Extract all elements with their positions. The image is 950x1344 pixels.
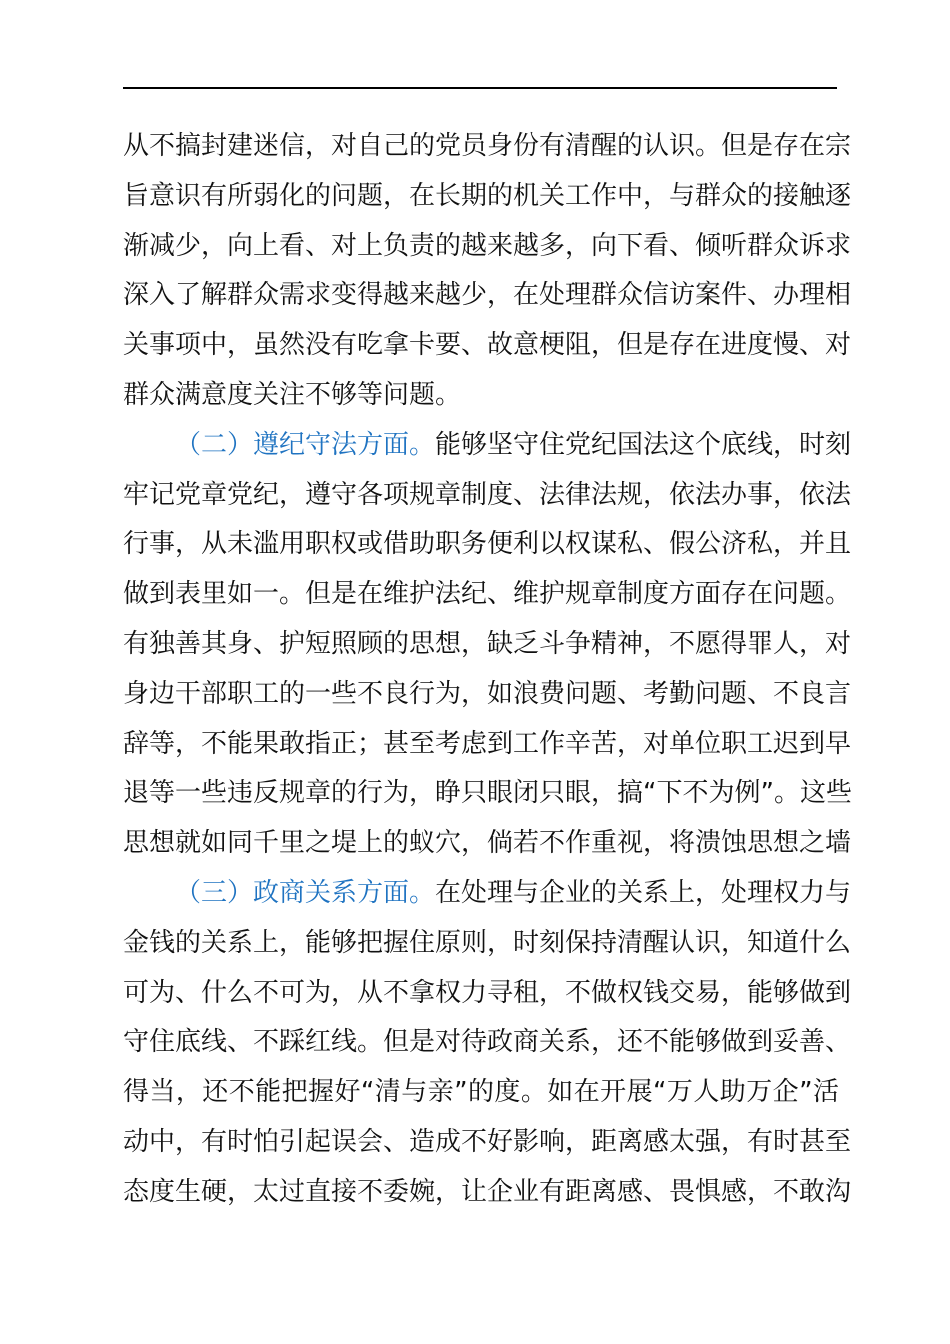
text-line: 辞等，不能果敢指正；甚至考虑到工作辛苦，对单位职工迟到早 xyxy=(123,728,852,759)
text-line: 可为、什么不可为，从不拿权力寻租，不做权钱交易，能够做到 xyxy=(123,977,852,1008)
text-line-first xyxy=(123,421,852,471)
text-line: 行事，从未滥用职权或借助职务便利以权谋私、假公济私，并且 xyxy=(123,529,852,560)
text-line: 群众满意度关注不够等问题。 xyxy=(123,379,462,410)
section-heading: （三）政商关系方面。 xyxy=(175,877,436,908)
text-line: 退等一些违反规章的行为，睁只眼闭只眼，搞“下不为例”。这些 xyxy=(123,778,852,809)
text-line: 金钱的关系上，能够把握住原则，时刻保持清醒认识，知道什么 xyxy=(123,927,852,958)
text-line: 做到表里如一。但是在维护法纪、维护规章制度方面存在问题。 xyxy=(123,579,852,610)
text-line: 旨意识有所弱化的问题，在长期的机关工作中，与群众的接触逐 xyxy=(123,180,852,211)
paragraph-2 xyxy=(123,421,852,869)
text-line: 有独善其身、护短照顾的思想，缺乏斗争精神，不愿得罪人，对 xyxy=(123,628,852,659)
text-line: 深入了解群众需求变得越来越少，在处理群众信访案件、办理相 xyxy=(123,280,852,311)
text-line-rest: 能够坚守住党纪国法这个底线，时刻 xyxy=(435,429,852,460)
text-line: 身边干部职工的一些不良行为，如浪费问题、考勤问题、不良言 xyxy=(123,678,852,709)
text-line: 动中，有时怕引起误会、造成不好影响，距离感太强，有时甚至 xyxy=(123,1126,852,1157)
text-line: 从不搞封建迷信，对自己的党员身份有清醒的认识。但是存在宗 xyxy=(123,131,852,161)
text-line: 牢记党章党纪，遵守各项规章制度、法律法规，依法办事，依法 xyxy=(123,479,852,510)
header-rule xyxy=(123,87,837,89)
paragraph-1 xyxy=(123,122,852,421)
text-line: 思想就如同千里之堤上的蚁穴，倘若不作重视，将溃蚀思想之墙 xyxy=(123,828,852,859)
text-line: 得当，还不能把握好“清与亲”的度。如在开展“万人助万企”活 xyxy=(123,1077,839,1108)
text-line: 态度生硬，太过直接不委婉，让企业有距离感、畏惧感，不敢沟 xyxy=(123,1176,852,1207)
text-line-first xyxy=(123,869,852,919)
text-line: 关事项中，虽然没有吃拿卡要、故意梗阻，但是存在进度慢、对 xyxy=(123,330,852,361)
paragraph-3 xyxy=(123,869,852,1218)
text-line-rest: 在处理与企业的关系上，处理权力与 xyxy=(435,877,852,908)
text-line: 渐减少，向上看、对上负责的越来越多，向下看、倾听群众诉求 xyxy=(123,230,852,261)
section-heading: （二）遵纪守法方面。 xyxy=(175,429,436,460)
text-line: 守住底线、不踩红线。但是对待政商关系，还不能够做到妥善、 xyxy=(123,1027,852,1058)
document-body xyxy=(123,122,852,1218)
